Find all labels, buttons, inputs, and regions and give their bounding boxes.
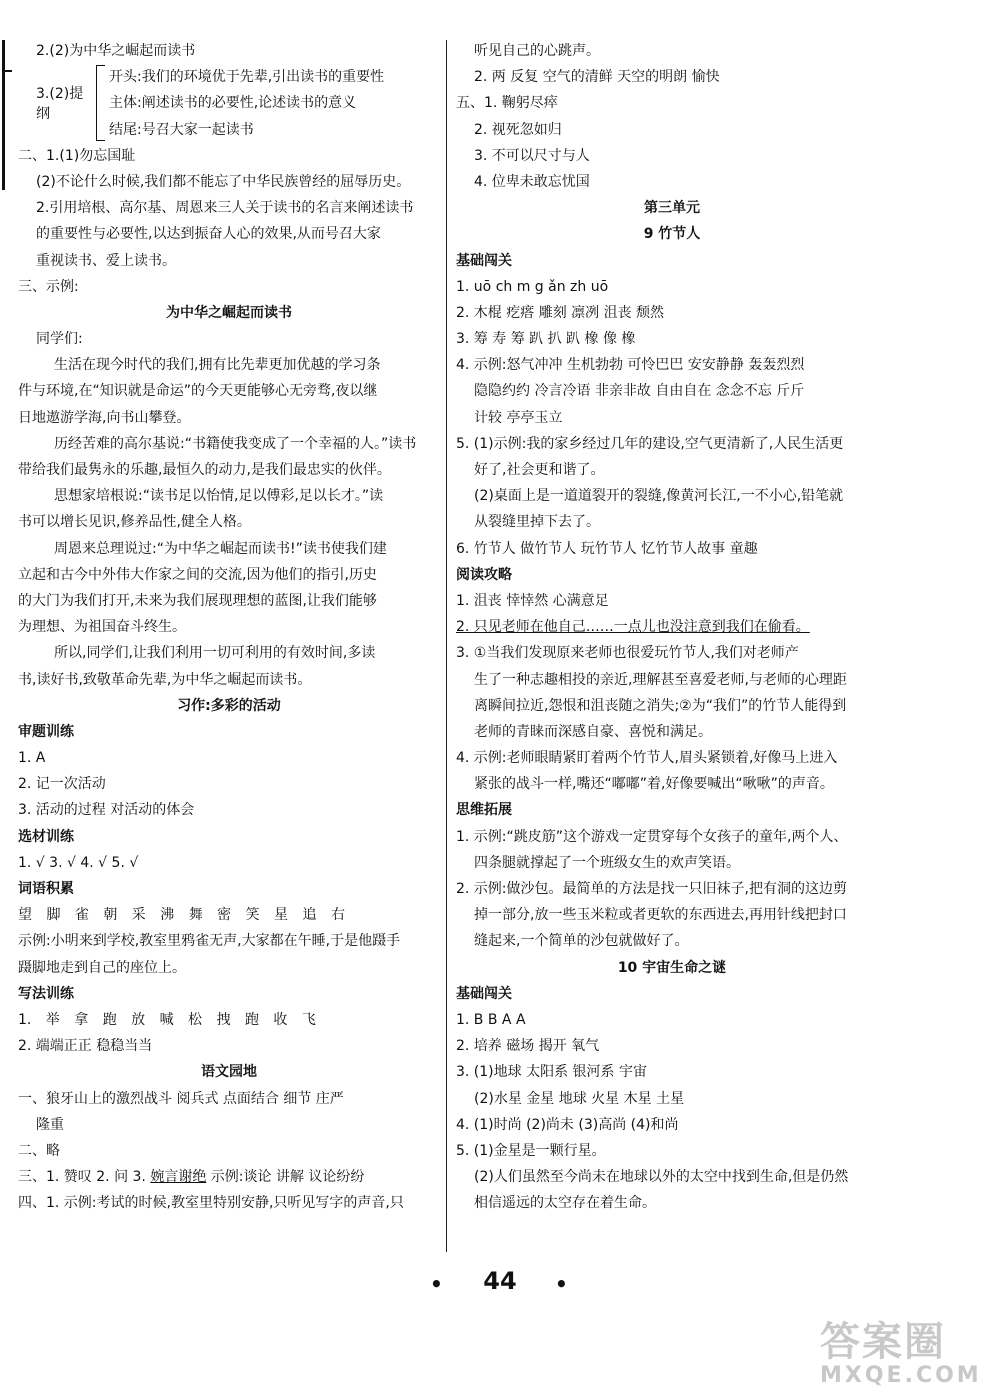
essay-line: 为理想、为祖国奋斗终生。 bbox=[18, 619, 186, 636]
answer-line: 2.(2)为中华之崛起而读书 bbox=[36, 43, 196, 59]
answer-line: 2. 只见老师在他自己……一点儿也没注意到我们在偷看。 bbox=[456, 619, 810, 636]
answer-line: 四条腿就撑起了一个班级女生的欢声笑语。 bbox=[474, 854, 740, 871]
answer-line: 5. (1)示例:我的家乡经过几年的建设,空气更清新了,人民生活更 bbox=[456, 435, 844, 452]
essay-line: 所以,同学们,让我们利用一切可利用的有效时间,多读 bbox=[54, 645, 376, 662]
left-column bbox=[18, 38, 440, 1216]
brace-icon bbox=[96, 65, 105, 141]
watermark-logo bbox=[820, 1310, 980, 1388]
answer-line: (2)桌面上是一道道裂开的裂缝,像黄河长江,一不小心,铅笔就 bbox=[474, 488, 844, 505]
column-divider bbox=[446, 40, 447, 1252]
essay-line: 同学们: bbox=[36, 331, 83, 348]
right-column bbox=[456, 38, 888, 1216]
answer-line: 2. 端端正正 稳稳当当 bbox=[18, 1038, 153, 1055]
answer-line: 3. 不可以尺寸与人 bbox=[474, 147, 590, 164]
subsection-heading: 审题训练 bbox=[18, 723, 74, 740]
answer-line: 示例:小明来到学校,教室里鸦雀无声,大家都在午睡,于是他蹑手 bbox=[18, 933, 401, 950]
answer-line: 1. 示例:“跳皮筋”这个游戏一定贯穿每个女孩子的童年,两个人、 bbox=[456, 828, 848, 845]
essay-line: 书,读好书,致敬革命先辈,为中华之崛起而读书。 bbox=[18, 671, 312, 688]
answer-line: 的重要性与必要性,以达到振奋人心的效果,从而号召大家 bbox=[36, 226, 381, 243]
answer-line: 1. B B A A bbox=[456, 1011, 526, 1028]
answer-line: 2. 记一次活动 bbox=[18, 776, 106, 793]
watermark-url: MXQE.COM bbox=[820, 1363, 982, 1388]
answer-line: 四、1. 示例:考试的时候,教室里特别安静,只听见写字的声音,只 bbox=[18, 1195, 404, 1212]
subsection-heading: 思维拓展 bbox=[456, 802, 512, 819]
answer-line: 生了一种志趣相投的亲近,理解甚至喜爱老师,与老师的心理距 bbox=[474, 671, 847, 688]
essay-line: 立起和古今中外伟大作家之间的交流,因为他们的指引,历史 bbox=[18, 566, 377, 583]
answer-text: 示例:谈论 讲解 议论纷纷 bbox=[206, 1169, 365, 1186]
outline-items bbox=[109, 64, 384, 143]
underlined-answer: 婉言谢绝 bbox=[150, 1169, 207, 1186]
answer-line: 6. 竹节人 做竹节人 玩竹节人 忆竹节人故事 童趣 bbox=[456, 540, 758, 557]
answer-line: 1. 举 拿 跑 放 喊 松 拽 跑 收 飞 bbox=[18, 1011, 316, 1028]
answer-line: 听见自己的心跳声。 bbox=[474, 43, 600, 59]
answer-line: 相信遥远的太空存在着生命。 bbox=[474, 1195, 656, 1212]
answer-line: 缝起来,一个简单的沙包就做好了。 bbox=[474, 933, 689, 950]
section-title: 语文园地 bbox=[201, 1064, 257, 1081]
answer-line: 2. 木棍 疙瘩 雕刻 凛冽 沮丧 颓然 bbox=[456, 304, 665, 321]
answer-line: (2)水星 金星 地球 火星 木星 土星 bbox=[474, 1090, 685, 1107]
answer-line: 蹑脚地走到自己的座位上。 bbox=[18, 959, 186, 976]
lesson-title: 10 宇宙生命之谜 bbox=[617, 959, 727, 976]
answer-line: 好了,社会更和谐了。 bbox=[474, 462, 605, 478]
subsection-heading: 选材训练 bbox=[18, 828, 74, 845]
answer-line: 1. A bbox=[18, 750, 46, 767]
answer-line: 离瞬间拉近,怨恨和沮丧随之消失;②为“我们”的竹节人能得到 bbox=[474, 697, 847, 714]
section-title: 习作:多彩的活动 bbox=[177, 697, 281, 714]
page-number: 44 bbox=[483, 1267, 517, 1295]
answer-text: 三、1. 赞叹 2. 问 3. bbox=[18, 1169, 151, 1186]
essay-line: 带给我们最隽永的乐趣,最恒久的动力,是我们最忠实的伙伴。 bbox=[18, 462, 391, 478]
essay-line: 思想家培根说:“读书足以怡情,足以傅彩,足以长才。”读 bbox=[54, 488, 384, 505]
answer-line: 计较 亭亭玉立 bbox=[474, 409, 563, 426]
answer-line: 2. 视死忽如归 bbox=[474, 121, 562, 138]
answer-line: 掉一部分,放一些玉米粒或者更软的东西进去,再用针线把封口 bbox=[474, 907, 847, 924]
answer-line: 1. uō ch m g ǎn zh uō bbox=[456, 278, 609, 295]
answer-line: 重视读书、爱上读书。 bbox=[36, 252, 176, 269]
subsection-heading: 词语积累 bbox=[18, 881, 74, 897]
essay-line: 周恩来总理说过:“为中华之崛起而读书!”读书使我们建 bbox=[54, 540, 387, 557]
subsection-heading: 基础闯关 bbox=[456, 252, 512, 269]
answer-line: 二、略 bbox=[18, 1142, 60, 1159]
answer-line: 1. 沮丧 悻悻然 心满意足 bbox=[456, 592, 609, 609]
answer-line: 三、示例: bbox=[18, 278, 79, 295]
subsection-heading: 基础闯关 bbox=[456, 985, 512, 1002]
outline-label: 3.(2)提纲 bbox=[36, 86, 84, 123]
essay-line: 件与环境,在“知识就是命运”的今天更能够心无旁骛,夜以继 bbox=[18, 383, 378, 400]
answer-line: 从裂缝里掉下去了。 bbox=[474, 514, 600, 531]
answer-line: 5. (1)金星是一颗行星。 bbox=[456, 1142, 606, 1159]
outline-item: 主体:阐述读书的必要性,论述读书的意义 bbox=[109, 95, 357, 112]
answer-line: 3. (1)地球 太阳系 银河系 宇宙 bbox=[456, 1064, 647, 1081]
lesson-title: 9 竹节人 bbox=[643, 226, 701, 243]
unit-title: 第三单元 bbox=[644, 200, 700, 217]
answer-line: (2)人们虽然至今尚未在地球以外的太空中找到生命,但是仍然 bbox=[474, 1169, 849, 1186]
answer-line bbox=[18, 1164, 440, 1190]
answer-line: 隐隐约约 冷言冷语 非亲非故 自由自在 念念不忘 斤斤 bbox=[474, 383, 805, 400]
answer-line: 2. 培养 磁场 揭开 氧气 bbox=[456, 1038, 600, 1055]
answer-line: 一、狼牙山上的激烈战斗 阅兵式 点面结合 细节 庄严 bbox=[18, 1090, 344, 1107]
answer-line: 老师的青睐而深感自豪、喜悦和满足。 bbox=[474, 723, 712, 740]
answer-line: 3. 筹 寿 筹 趴 扒 趴 橡 像 橡 bbox=[456, 331, 636, 348]
essay-line: 书可以增长见识,修养品性,健全人格。 bbox=[18, 514, 251, 531]
answer-line: 3. 活动的过程 对活动的体会 bbox=[18, 802, 195, 819]
outline-item: 结尾:号召大家一起读书 bbox=[109, 121, 254, 138]
answer-line: 4. 示例:老师眼睛紧盯着两个竹节人,眉头紧锁着,好像马上进入 bbox=[456, 750, 838, 767]
essay-line: 生活在现今时代的我们,拥有比先辈更加优越的学习条 bbox=[54, 357, 381, 374]
answer-line: 2.引用培根、高尔基、周恩来三人关于读书的名言来阐述读书 bbox=[36, 200, 414, 217]
answer-line: 4. (1)时尚 (2)尚未 (3)高尚 (4)和尚 bbox=[456, 1116, 679, 1133]
answer-line: (2)不论什么时候,我们都不能忘了中华民族曾经的屈辱历史。 bbox=[36, 173, 411, 190]
essay-line: 日地遨游学海,向书山攀登。 bbox=[18, 409, 191, 426]
page-number-dot: • bbox=[430, 1272, 443, 1296]
answer-line: 紧张的战斗一样,嘴还“嘟嘟”着,好像要喊出“啾啾”的声音。 bbox=[474, 776, 834, 793]
essay-title: 为中华之崛起而读书 bbox=[166, 304, 292, 321]
essay-line: 历经苦难的高尔基说:“书籍使我变成了一个幸福的人。”读书 bbox=[54, 435, 417, 452]
answer-line: 望 脚 雀 朝 采 沸 舞 密 笑 星 追 右 bbox=[18, 907, 345, 924]
answer-line: 隆重 bbox=[36, 1116, 64, 1133]
answer-line: 1. √ 3. √ 4. √ 5. √ bbox=[18, 854, 139, 871]
subsection-heading: 阅读攻略 bbox=[456, 566, 512, 583]
watermark-text: 答案圈 bbox=[820, 1319, 946, 1365]
answer-line: 3. ①当我们发现原来老师也很爱玩竹节人,我们对老师产 bbox=[456, 645, 799, 662]
binding-edge-tick bbox=[4, 70, 12, 72]
answer-line: 4. 位卑未敢忘忧国 bbox=[474, 173, 590, 190]
answer-line: 2. 示例:做沙包。最简单的方法是找一只旧袜子,把有洞的这边剪 bbox=[456, 881, 847, 897]
outline-item: 开头:我们的环境优于先辈,引出读书的重要性 bbox=[109, 69, 385, 86]
answer-line: 4. 示例:怒气冲冲 生机勃勃 可怜巴巴 安安静静 轰轰烈烈 bbox=[456, 357, 805, 374]
answer-line: 2. 两 反复 空气的清鲜 天空的明朗 愉快 bbox=[474, 69, 720, 86]
outline-block bbox=[18, 64, 440, 143]
answer-line: 五、1. 鞠躬尽瘁 bbox=[456, 95, 558, 112]
binding-edge-mark bbox=[2, 40, 5, 190]
answer-line: 二、1.(1)勿忘国耻 bbox=[18, 147, 136, 164]
essay-line: 的大门为我们打开,未来为我们展现理想的蓝图,让我们能够 bbox=[18, 592, 377, 609]
subsection-heading: 写法训练 bbox=[18, 985, 74, 1002]
page-number-dot: • bbox=[555, 1272, 568, 1296]
